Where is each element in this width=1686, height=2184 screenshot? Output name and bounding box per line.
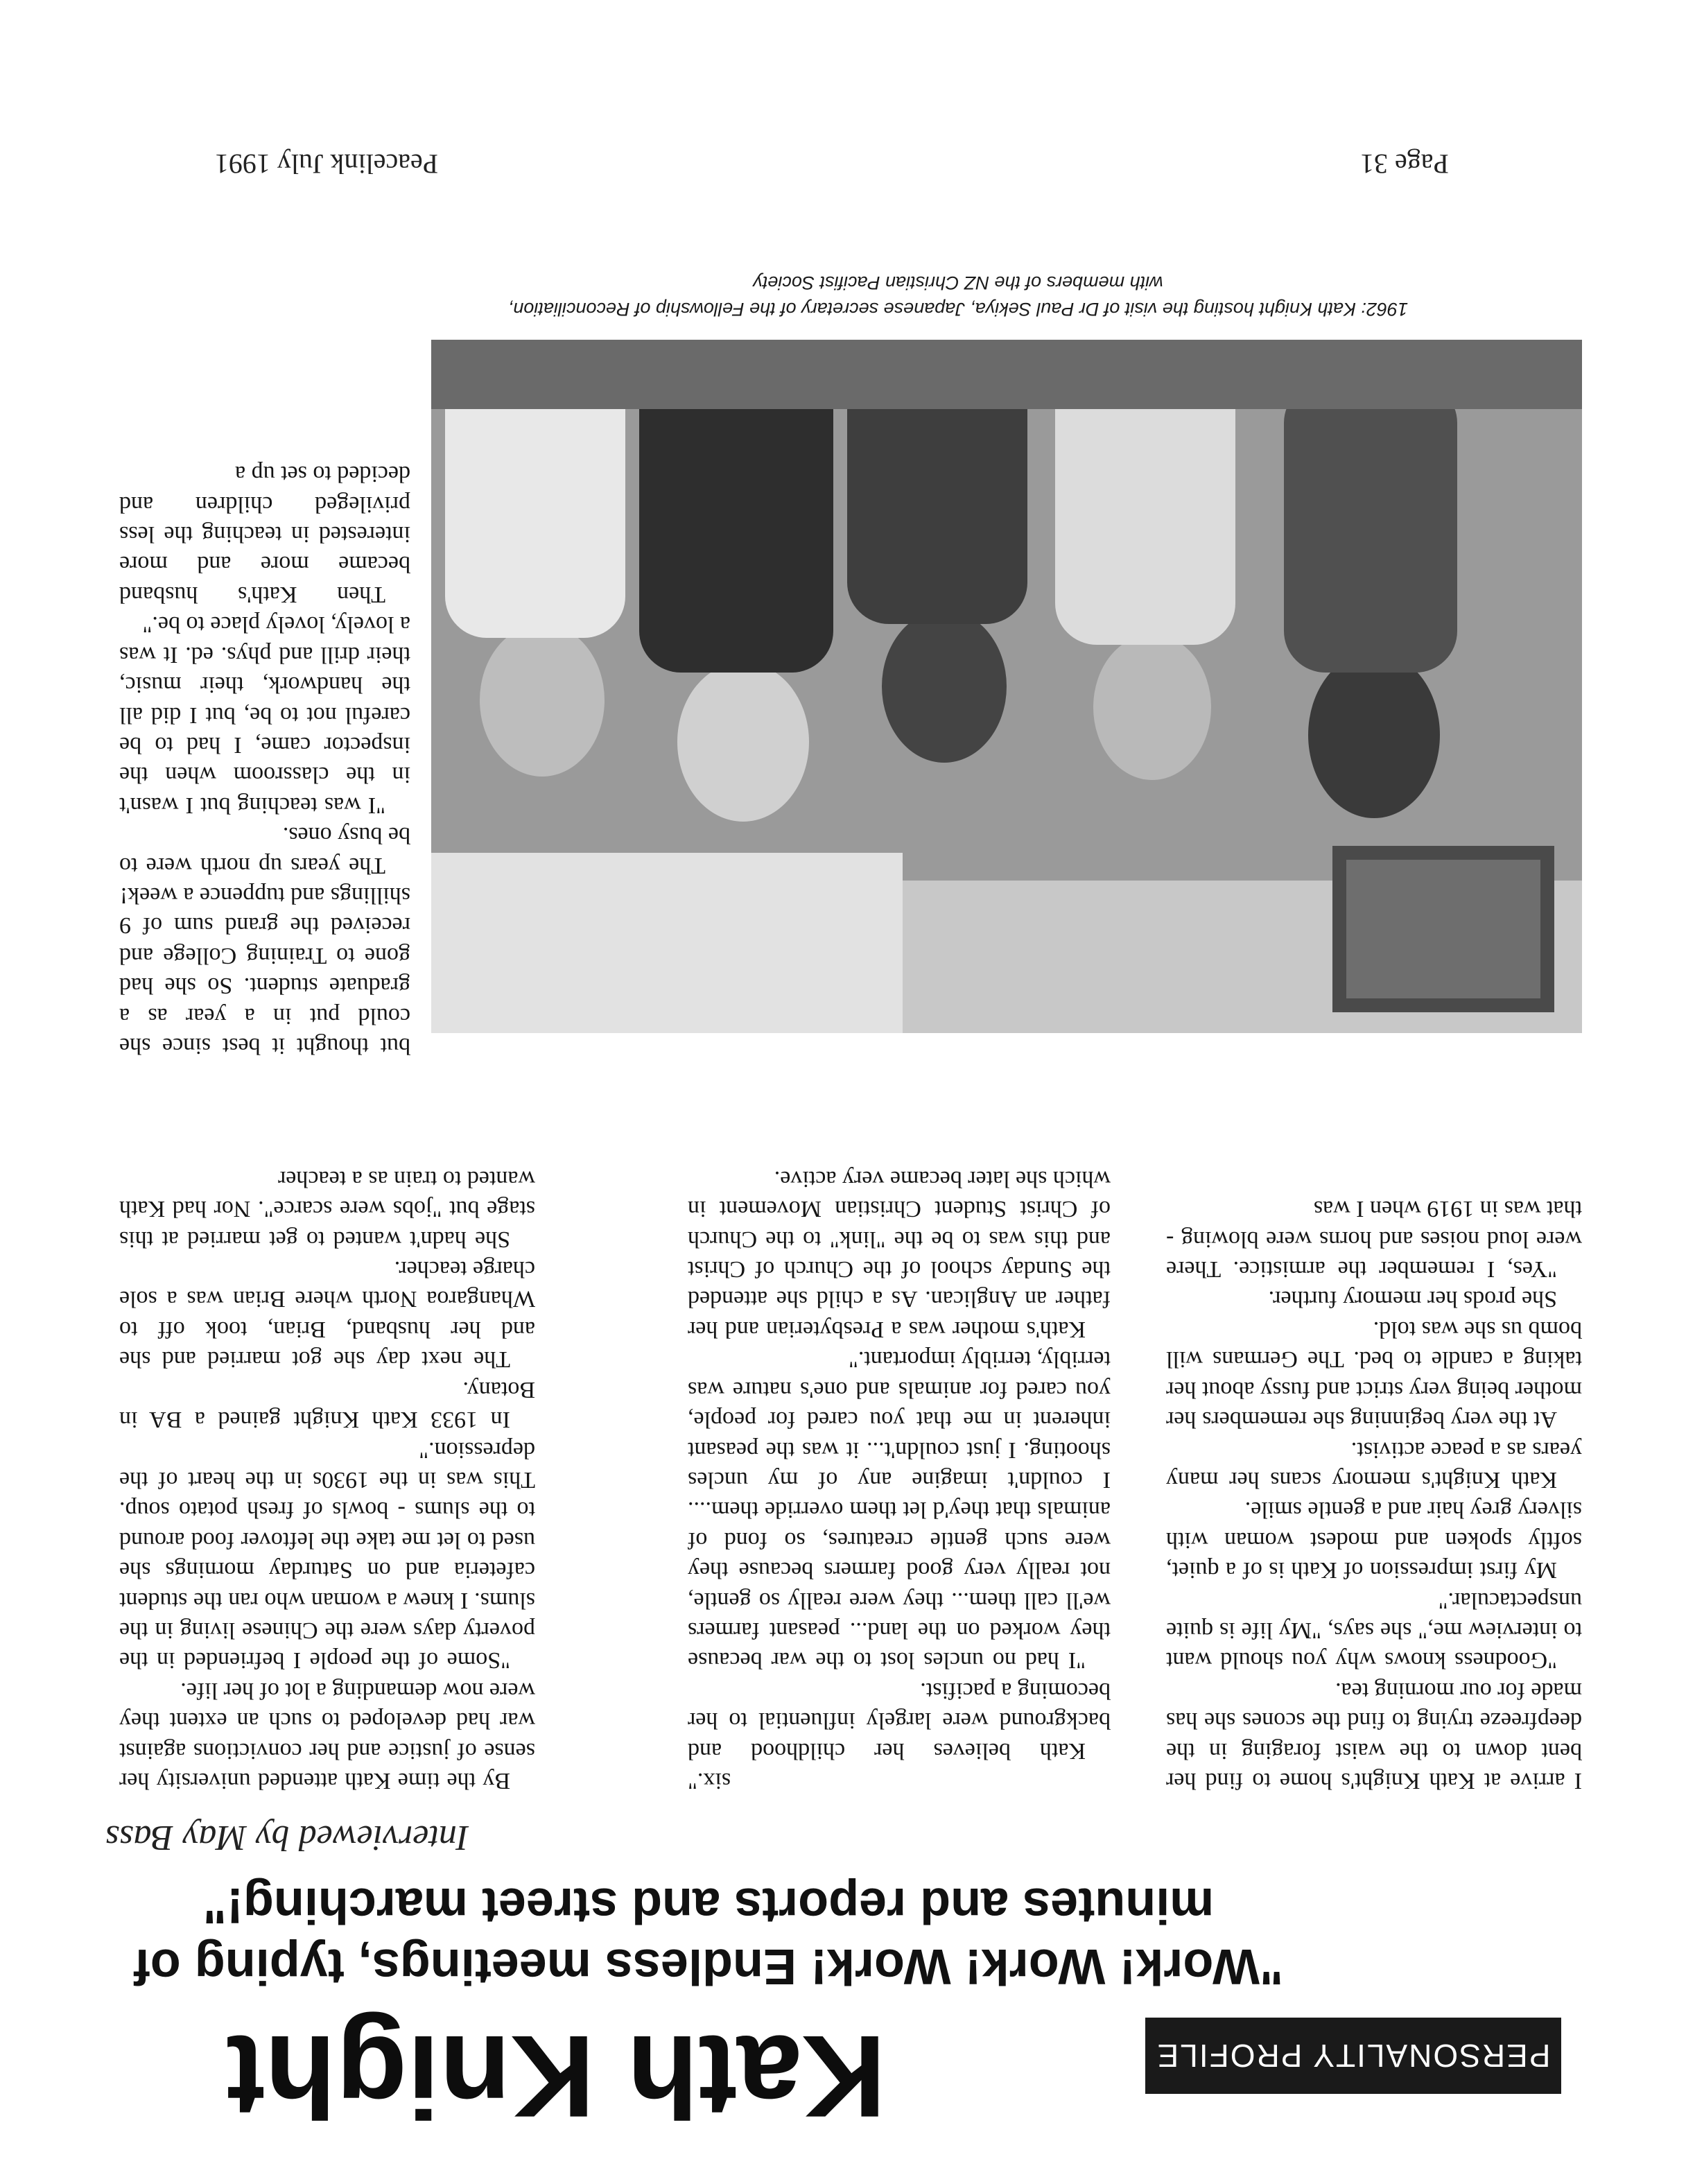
paragraph: In 1933 Kath Knight gained a BA in Botany. (119, 1376, 535, 1433)
paragraph: She prods her memory further. (1268, 1286, 1557, 1312)
section-badge-label: PERSONALITY PROFILE (1156, 2038, 1551, 2074)
group-photo (431, 340, 1582, 1033)
text-column-2 (688, 1163, 1111, 1796)
paragraph: By the time Kath attended university her sense of justice and her convictions against war had developed to such an extent they were now demanding a lot of her life. (119, 1677, 535, 1794)
text-column-3 (119, 1163, 535, 1796)
paragraph: "Some of the people I befriended in the poverty days were the Chinese living in the slums. I knew a woman who ran the student cafeteria and on Saturday mornings she used to let me take the leftover food around to the slums - bowls of fresh potato soup. This was in the 1930s in the heart of the depression." (119, 1437, 535, 1674)
text-column-1 (1166, 1194, 1582, 1796)
paragraph: She hadn't wanted to get married at this stage but "jobs were scarce". Nor had Kath wanted to train as a teacher (119, 1165, 535, 1252)
paragraph: My first impression of Kath is of a quiet, softly spoken and modest woman with silvery grey hair and a gentle smile. (1166, 1497, 1582, 1584)
paragraph: At the very beginning she remembers her mother being very strict and fussy about her taking a candle to bed. The Germans will bomb us she was told. (1166, 1316, 1582, 1433)
paragraph: "I was teaching but I wasn't in the classroom when the inspector came, I had to be careful not to be, but I did all the handwork, their music, their drill and phys. ed. It was a lovely, lovely place to be." (119, 612, 410, 818)
article-title: Kath Knight (226, 2011, 886, 2142)
footer-page-number: Page 31 (1360, 148, 1449, 180)
photo-illustration (431, 340, 1582, 1033)
paragraph: but thought it best since she could put in a year as a graduate student. So she had gone to Training College and received the grand sum of 9 shillings and tuppence a week! (119, 882, 410, 1059)
paragraph: "I had no uncles lost to the war because they worked on the land... peasant farmers we'll call them... they were really so gentle, not really very good farmers because they were such gentle creatures, so fond of animals that they'd let them override them.... I couldn't imagine any of my uncles shooting. I just couldn't... it was the peasant inherent in me that you cared for people, you cared for animals and one's nature was terribly, terribly important." (688, 1346, 1111, 1674)
section-badge (1145, 2018, 1561, 2094)
paragraph: Kath believes her childhood and background were largely influential to her becoming a pacifist. (688, 1677, 1111, 1764)
footer-publication: Peacelink July 1991 (214, 148, 438, 180)
caption-line-1: 1962: Kath Knight hosting the visit of Dr Paul Sekiya, Japanese secretary of the Fellowship of Reconciliation, (507, 299, 1409, 320)
paragraph: I arrive at Kath Knight's home to find her bent down to the waist foraging in the deepfreeze trying to find the scones she has made for our morning tea. (1166, 1677, 1582, 1794)
paragraph: "Goodness knows why you should want to interview me," she says, "My life is quite unspectacular." (1166, 1587, 1582, 1674)
paragraph: Then Kath's husband became more and more interested in teaching the less privileged children and decided to set up a (119, 461, 410, 607)
article-byline: Interviewed by May Bass (105, 1818, 469, 1857)
paragraph: "Yes, I remember the armistice. There were loud noises and horns were blowing - that was in 1919 when I was (1166, 1196, 1582, 1283)
paragraph: six." (688, 1768, 731, 1794)
paragraph: The next day she got married and she and her husband, Brian, took off to Whangaroa North where Brian was a sole charge teacher. (119, 1256, 535, 1373)
paragraph: Kath Knight's memory scans her many years as a peace activist. (1166, 1437, 1582, 1493)
photo-caption (334, 270, 1582, 322)
text-column-4 (119, 459, 410, 1061)
caption-line-2: with members of the NZ Christian Pacifist Society (753, 272, 1163, 293)
article-subtitle: "Work! Work! Work! Endless meetings, typing of minutes and reports and street marching!" (133, 1878, 1284, 1994)
paragraph: Kath's mother was a Presbyterian and her father an Anglican. As a child she attended the Sunday school of the Church of Christ and this was to be the "link" to the Church of Christ Student Christian Movement in which she later became very active. (688, 1165, 1111, 1342)
paragraph: The years up north were to be busy ones. (119, 822, 410, 878)
